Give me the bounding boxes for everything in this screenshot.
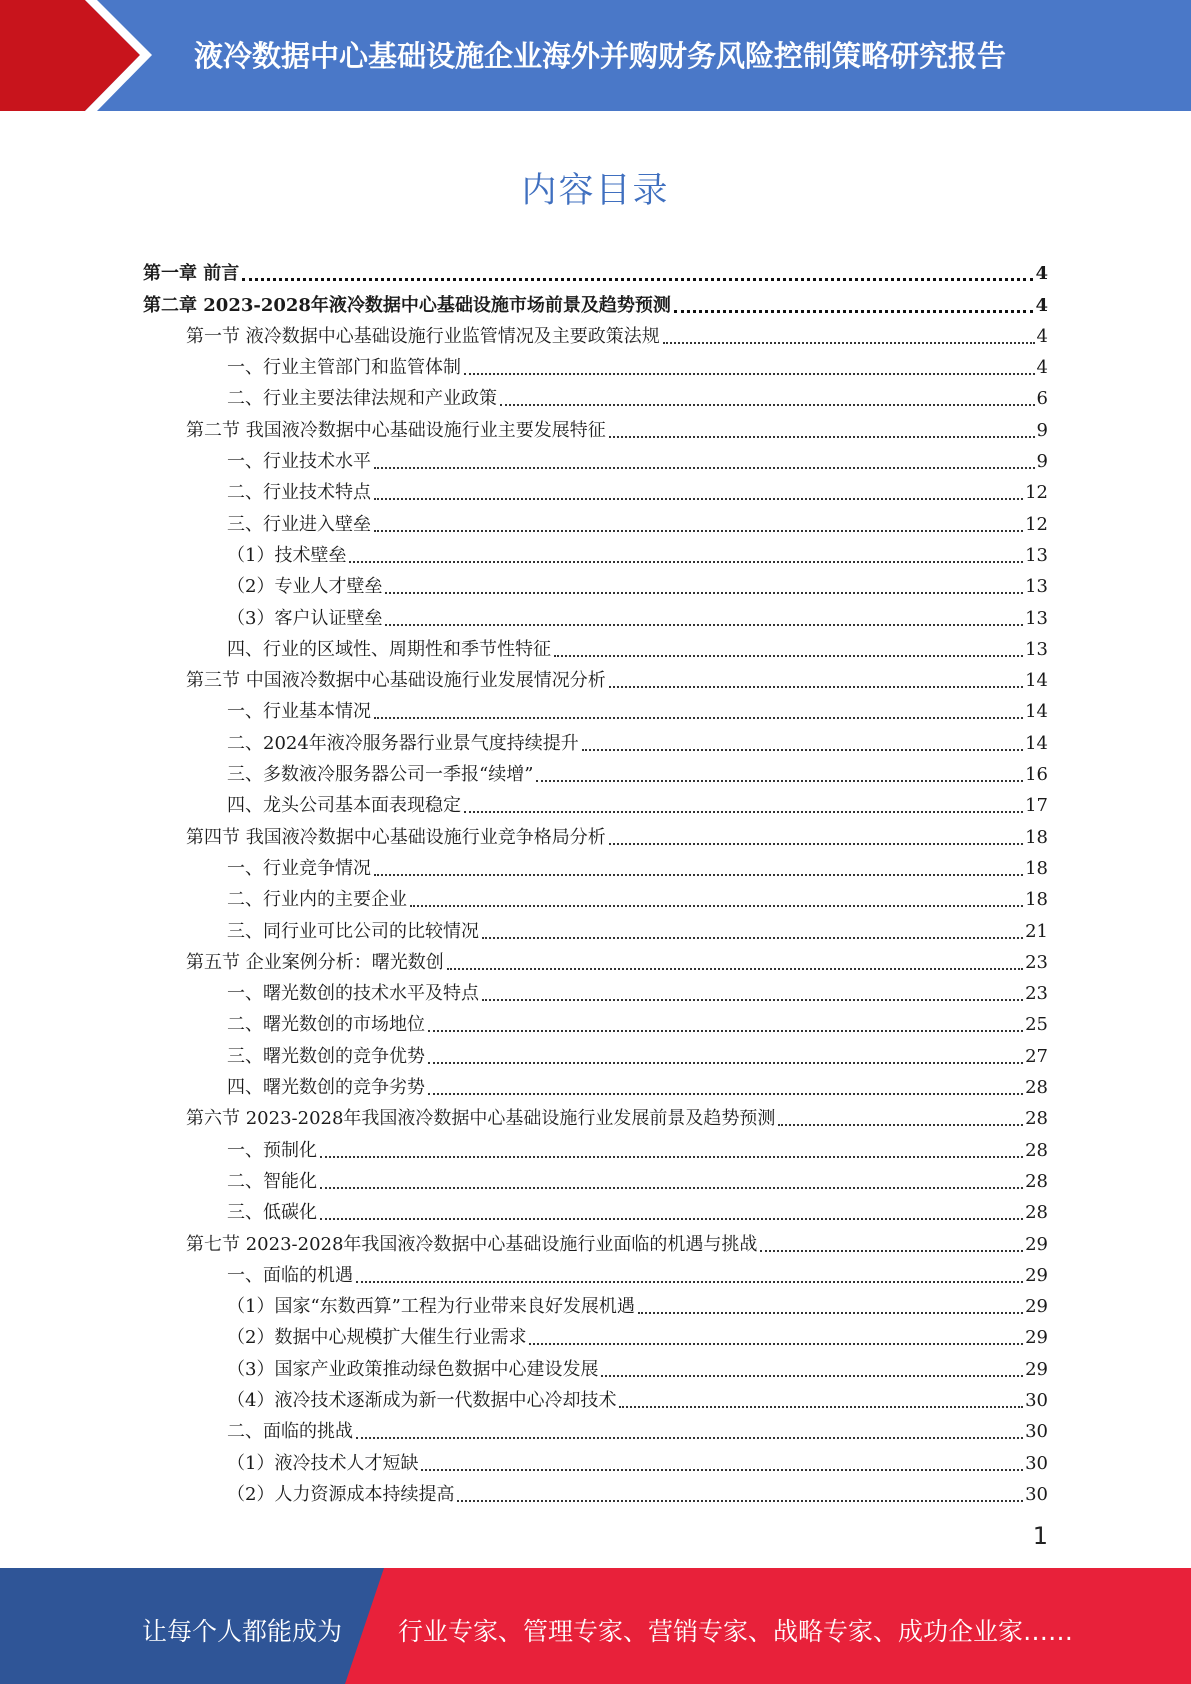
toc-entry[interactable] bbox=[143, 630, 1048, 661]
toc-dot-leader bbox=[320, 1181, 1023, 1189]
toc-entry-page: 18 bbox=[1025, 857, 1048, 879]
toc-entry-page: 4 bbox=[1035, 263, 1048, 285]
toc-entry[interactable] bbox=[143, 755, 1048, 786]
toc-dot-leader bbox=[663, 336, 1035, 344]
toc-entry-page: 13 bbox=[1025, 576, 1048, 598]
toc-entry-page: 29 bbox=[1025, 1358, 1048, 1380]
toc-dot-leader bbox=[242, 272, 1033, 281]
toc-entry[interactable] bbox=[143, 1036, 1048, 1067]
toc-dot-leader bbox=[500, 398, 1035, 406]
toc-entry-text: 三、同行业可比公司的比较情况 bbox=[227, 920, 479, 942]
toc-entry-text: 三、曙光数创的竞争优势 bbox=[227, 1045, 425, 1067]
toc-entry[interactable] bbox=[143, 786, 1048, 817]
toc-dot-leader bbox=[482, 993, 1023, 1001]
toc-dot-leader bbox=[374, 461, 1035, 469]
toc-entry-text: 三、低碳化 bbox=[227, 1202, 317, 1224]
toc-entry-page: 9 bbox=[1036, 451, 1048, 473]
toc-dot-leader bbox=[320, 1212, 1023, 1220]
toc-entry-text: 一、面临的机遇 bbox=[227, 1264, 353, 1286]
toc-entry-page: 4 bbox=[1035, 294, 1048, 316]
toc-entry-page: 9 bbox=[1036, 419, 1048, 441]
toc-entry-text: 第五节 企业案例分析：曙光数创 bbox=[186, 951, 444, 973]
toc-entry-text: （2）数据中心规模扩大催生行业需求 bbox=[227, 1327, 527, 1349]
toc-entry-text: 第四节 我国液冷数据中心基础设施行业竞争格局分析 bbox=[186, 826, 606, 848]
toc-entry[interactable] bbox=[143, 442, 1048, 473]
toc-entry-text: 四、龙头公司基本面表现稳定 bbox=[227, 795, 461, 817]
toc-dot-leader bbox=[609, 430, 1035, 438]
toc-dot-leader bbox=[601, 1369, 1023, 1377]
toc-entry-page: 29 bbox=[1025, 1327, 1048, 1349]
toc-entry-text: （4）液冷技术逐渐成为新一代数据中心冷却技术 bbox=[227, 1389, 617, 1411]
toc-entry-text: 二、智能化 bbox=[227, 1170, 317, 1192]
toc-dot-leader bbox=[536, 774, 1023, 782]
toc-entry-text: 一、行业基本情况 bbox=[227, 701, 371, 723]
toc-entry[interactable] bbox=[143, 1130, 1048, 1161]
toc-dot-leader bbox=[374, 492, 1023, 500]
toc-entry[interactable] bbox=[143, 1193, 1048, 1224]
toc-dot-leader bbox=[385, 586, 1023, 594]
toc-entry-page: 12 bbox=[1025, 482, 1048, 504]
toc-entry-page: 28 bbox=[1025, 1170, 1048, 1192]
toc-entry-page: 30 bbox=[1025, 1452, 1048, 1474]
toc-entry[interactable] bbox=[143, 410, 1048, 441]
toc-entry-page: 4 bbox=[1036, 357, 1048, 379]
toc-entry[interactable] bbox=[143, 692, 1048, 723]
toc-dot-leader bbox=[447, 962, 1023, 970]
toc-entry[interactable] bbox=[143, 1162, 1048, 1193]
toc-entry-page: 18 bbox=[1025, 826, 1048, 848]
toc-entry-page: 14 bbox=[1025, 670, 1048, 692]
toc-entry-page: 4 bbox=[1036, 325, 1048, 347]
toc-entry-page: 25 bbox=[1025, 1014, 1048, 1036]
toc-entry-page: 27 bbox=[1025, 1045, 1048, 1067]
toc-entry-text: （2）人力资源成本持续提高 bbox=[227, 1483, 455, 1505]
toc-entry-text: 二、行业技术特点 bbox=[227, 482, 371, 504]
toc-entry-text: （1）液冷技术人才短缺 bbox=[227, 1452, 419, 1474]
toc-entry-page: 29 bbox=[1025, 1233, 1048, 1255]
toc-entry-text: （3）国家产业政策推动绿色数据中心建设发展 bbox=[227, 1358, 599, 1380]
toc-entry-page: 16 bbox=[1025, 764, 1048, 786]
toc-dot-leader bbox=[356, 1275, 1023, 1283]
toc-entry[interactable] bbox=[143, 567, 1048, 598]
toc-entry-page: 17 bbox=[1025, 795, 1048, 817]
toc-entry-text: 二、行业主要法律法规和产业政策 bbox=[227, 388, 497, 410]
toc-entry-text: 一、预制化 bbox=[227, 1139, 317, 1161]
header-red-arrow-shape bbox=[0, 0, 160, 111]
toc-entry[interactable] bbox=[143, 974, 1048, 1005]
toc-entry-text: 第二节 我国液冷数据中心基础设施行业主要发展特征 bbox=[186, 419, 606, 441]
toc-entry[interactable] bbox=[143, 504, 1048, 535]
toc-entry-page: 30 bbox=[1025, 1389, 1048, 1411]
toc-entry-page: 28 bbox=[1025, 1108, 1048, 1130]
toc-entry[interactable] bbox=[143, 598, 1048, 629]
toc-heading: 内容目录 bbox=[521, 171, 670, 211]
toc-dot-leader bbox=[374, 711, 1023, 719]
toc-entry-text: 四、曙光数创的竞争劣势 bbox=[227, 1077, 425, 1099]
toc-entry-text: 第一章 前言 bbox=[143, 263, 240, 285]
toc-dot-leader bbox=[674, 304, 1034, 313]
toc-entry-page: 6 bbox=[1036, 388, 1048, 410]
toc-entry[interactable] bbox=[143, 473, 1048, 504]
toc-entry[interactable] bbox=[143, 1068, 1048, 1099]
toc-entry-text: 四、行业的区域性、周期性和季节性特征 bbox=[227, 638, 551, 660]
toc-entry[interactable] bbox=[143, 317, 1048, 348]
toc-dot-leader bbox=[554, 649, 1023, 657]
toc-dot-leader bbox=[609, 837, 1023, 845]
table-of-contents bbox=[143, 254, 1048, 1506]
toc-entry-page: 23 bbox=[1025, 983, 1048, 1005]
toc-dot-leader bbox=[356, 1431, 1023, 1439]
toc-entry-text: 第六节 2023-2028年我国液冷数据中心基础设施行业发展前景及趋势预测 bbox=[186, 1108, 776, 1130]
toc-dot-leader bbox=[464, 805, 1023, 813]
toc-entry-text: 二、面临的挑战 bbox=[227, 1421, 353, 1443]
toc-entry[interactable] bbox=[143, 285, 1048, 316]
toc-entry-text: 二、2024年液冷服务器行业景气度持续提升 bbox=[227, 732, 579, 754]
toc-entry[interactable] bbox=[143, 254, 1048, 285]
toc-entry-text: （1）国家“东数西算”工程为行业带来良好发展机遇 bbox=[227, 1296, 635, 1318]
toc-entry-text: 第七节 2023-2028年我国液冷数据中心基础设施行业面临的机遇与挑战 bbox=[186, 1233, 758, 1255]
toc-entry-text: 第一节 液冷数据中心基础设施行业监管情况及主要政策法规 bbox=[186, 325, 660, 347]
toc-entry-text: 二、行业内的主要企业 bbox=[227, 889, 407, 911]
toc-dot-leader bbox=[638, 1306, 1023, 1314]
toc-entry-text: 三、多数液冷服务器公司一季报“续增” bbox=[227, 764, 534, 786]
toc-entry-text: （2）专业人才壁垒 bbox=[227, 576, 383, 598]
header-banner bbox=[0, 0, 1191, 111]
toc-dot-leader bbox=[464, 367, 1035, 375]
toc-dot-leader bbox=[320, 1150, 1023, 1158]
toc-dot-leader bbox=[421, 1463, 1023, 1471]
toc-dot-leader bbox=[778, 1118, 1023, 1126]
toc-entry[interactable] bbox=[143, 1318, 1048, 1349]
toc-entry[interactable] bbox=[143, 911, 1048, 942]
toc-entry-page: 21 bbox=[1025, 920, 1048, 942]
toc-entry[interactable] bbox=[143, 661, 1048, 692]
toc-entry-text: 第二章 2023-2028年液冷数据中心基础设施市场前景及趋势预测 bbox=[143, 294, 671, 316]
toc-entry-text: （1）技术壁垒 bbox=[227, 544, 347, 566]
toc-dot-leader bbox=[529, 1337, 1023, 1345]
toc-entry-page: 29 bbox=[1025, 1296, 1048, 1318]
toc-entry-page: 13 bbox=[1025, 607, 1048, 629]
toc-entry-page: 30 bbox=[1025, 1483, 1048, 1505]
toc-entry[interactable] bbox=[143, 723, 1048, 754]
toc-entry-text: （3）客户认证壁垒 bbox=[227, 607, 383, 629]
toc-entry-page: 23 bbox=[1025, 951, 1048, 973]
toc-entry[interactable] bbox=[143, 880, 1048, 911]
toc-dot-leader bbox=[619, 1400, 1023, 1408]
toc-dot-leader bbox=[374, 868, 1023, 876]
toc-entry[interactable] bbox=[143, 1256, 1048, 1287]
footer-slogan-left: 让每个人都能成为 bbox=[142, 1617, 343, 1646]
toc-entry-page: 14 bbox=[1025, 701, 1048, 723]
toc-dot-leader bbox=[760, 1244, 1023, 1252]
toc-dot-leader bbox=[428, 1024, 1023, 1032]
toc-dot-leader bbox=[410, 899, 1023, 907]
toc-entry[interactable] bbox=[143, 1475, 1048, 1506]
toc-dot-leader bbox=[374, 524, 1023, 532]
toc-entry-page: 12 bbox=[1025, 513, 1048, 535]
toc-entry[interactable] bbox=[143, 849, 1048, 880]
toc-entry-text: 一、行业竞争情况 bbox=[227, 857, 371, 879]
toc-entry[interactable] bbox=[143, 1099, 1048, 1130]
toc-dot-leader bbox=[428, 1056, 1023, 1064]
toc-entry[interactable] bbox=[143, 1287, 1048, 1318]
toc-entry[interactable] bbox=[143, 943, 1048, 974]
page-number: 1 bbox=[1032, 1522, 1048, 1550]
toc-dot-leader bbox=[428, 1087, 1023, 1095]
toc-entry[interactable] bbox=[143, 817, 1048, 848]
toc-entry[interactable] bbox=[143, 379, 1048, 410]
toc-entry[interactable] bbox=[143, 536, 1048, 567]
footer-slogan-right: 行业专家、管理专家、营销专家、战略专家、成功企业家…… bbox=[398, 1617, 1074, 1646]
toc-dot-leader bbox=[349, 555, 1023, 563]
toc-entry-page: 28 bbox=[1025, 1202, 1048, 1224]
toc-entry-text: 二、曙光数创的市场地位 bbox=[227, 1014, 425, 1036]
toc-entry-page: 13 bbox=[1025, 544, 1048, 566]
toc-entry[interactable] bbox=[143, 1443, 1048, 1474]
toc-entry-text: 三、行业进入壁垒 bbox=[227, 513, 371, 535]
toc-dot-leader bbox=[385, 618, 1023, 626]
toc-entry-page: 29 bbox=[1025, 1264, 1048, 1286]
toc-entry-page: 14 bbox=[1025, 732, 1048, 754]
toc-dot-leader bbox=[457, 1494, 1023, 1502]
toc-entry[interactable] bbox=[143, 1349, 1048, 1380]
toc-entry-page: 28 bbox=[1025, 1077, 1048, 1099]
toc-entry-page: 30 bbox=[1025, 1421, 1048, 1443]
toc-entry[interactable] bbox=[143, 348, 1048, 379]
toc-entry-page: 13 bbox=[1025, 638, 1048, 660]
toc-entry-text: 第三节 中国液冷数据中心基础设施行业发展情况分析 bbox=[186, 670, 606, 692]
toc-entry-text: 一、曙光数创的技术水平及特点 bbox=[227, 983, 479, 1005]
toc-entry[interactable] bbox=[143, 1224, 1048, 1255]
toc-dot-leader bbox=[582, 743, 1023, 751]
toc-entry[interactable] bbox=[143, 1005, 1048, 1036]
toc-entry-page: 28 bbox=[1025, 1139, 1048, 1161]
toc-entry-text: 一、行业技术水平 bbox=[227, 451, 371, 473]
toc-entry-page: 18 bbox=[1025, 889, 1048, 911]
report-title: 液冷数据中心基础设施企业海外并购财务风险控制策略研究报告 bbox=[193, 38, 1006, 73]
toc-entry[interactable] bbox=[143, 1412, 1048, 1443]
toc-dot-leader bbox=[609, 680, 1023, 688]
toc-entry[interactable] bbox=[143, 1381, 1048, 1412]
toc-dot-leader bbox=[482, 931, 1023, 939]
toc-entry-text: 一、行业主管部门和监管体制 bbox=[227, 357, 461, 379]
